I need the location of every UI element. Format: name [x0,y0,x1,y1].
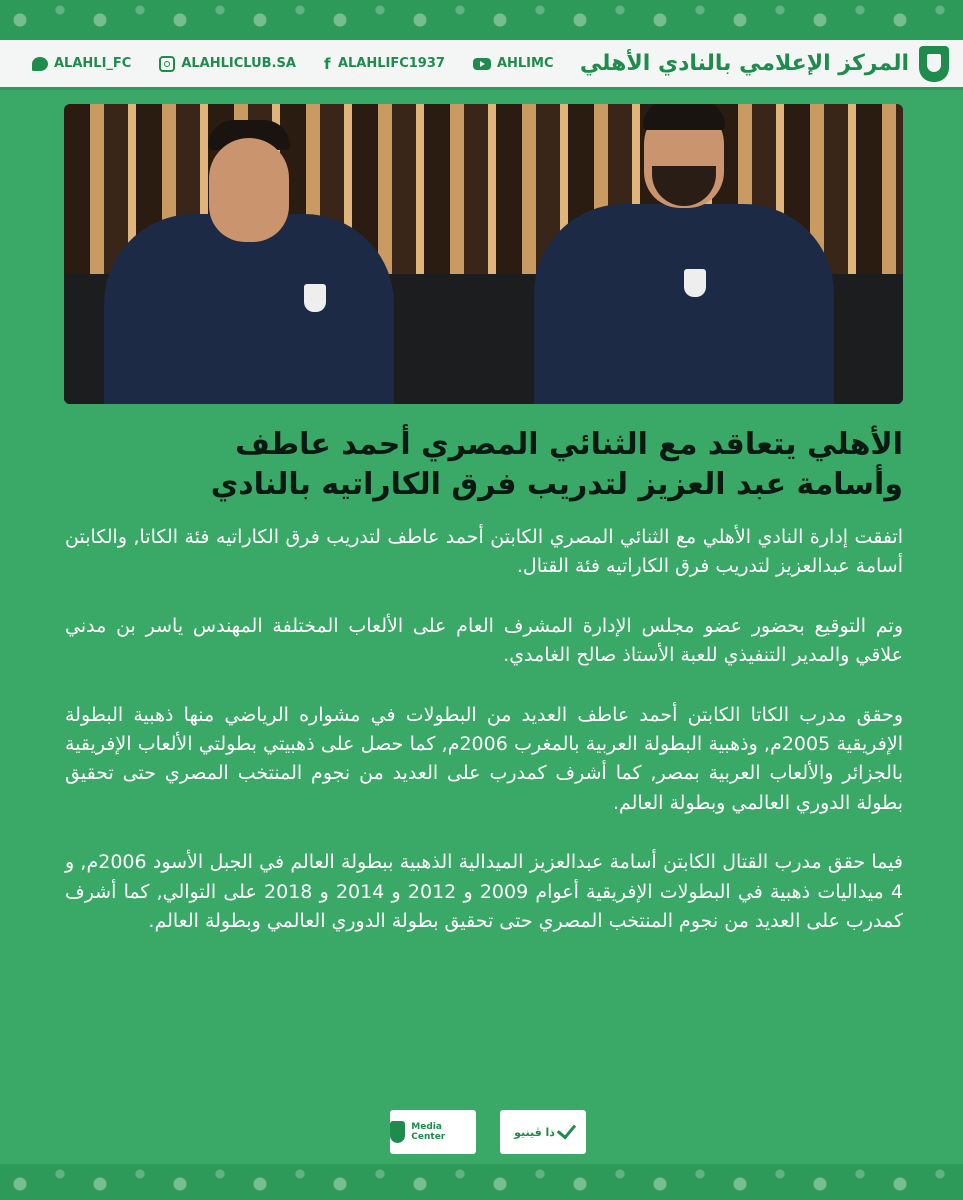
person-left [104,124,394,404]
paragraph: وحقق مدرب الكاتا الكابتن أحمد عاطف العديد من البطولات في مشواره الرياضي منها ذهبية البطولة الإفريقية 2005م, وذهبية البطولة العربية بالمغرب 2006م, كما حصل على ذهبيتي بطولتي الألعاب الإفريقية بالجزائر والألعاب العربية بمصر, كما أشرف كمدرب على العديد من نجوم المنتخب المصري حتى تحقيق بطولة الدوري العالمي وبطولة العالم. [65,703,903,814]
media-center-logo [390,1110,476,1154]
footer-logos [390,1110,586,1154]
paragraph: وتم التوقيع بحضور عضو مجلس الإدارة المشرف العام على الألعاب المختلفة المهندس ياسر بن مدني علاقي والمدير التنفيذي للعبة الأستاذ صالح الغامدي. [65,614,903,667]
social-handle: AHLIMC [496,56,554,71]
headline-line-1: الأهلي يتعاقد مع الثنائي المصري أحمد عاطف [235,427,903,462]
social-handle: ALAHLI_FC [54,56,132,71]
header-bar [0,40,963,90]
facebook-icon: f [323,54,331,73]
headline [63,425,903,505]
checkmark-icon [557,1119,576,1139]
article-body [65,523,903,966]
brand-title: المركز الإعلامي بالنادي الأهلي [579,51,909,76]
paragraph: فيما حقق مدرب القتال الكابتن أسامة عبدالعزيز الميدالية الذهبية ببطولة العالم في الجبل الأسود 2006م, و 4 ميداليات ذهبية في البطولات الإفريقية أعوام 2009 و 2012 و 2014 و 2018 على التوالي, كما أشرف كمدرب على العديد من نجوم المنتخب المصري حتى تحقيق بطولة الدوري العالمي وبطولة العالم. [65,851,903,933]
social-link-twitter[interactable] [32,56,131,71]
club-crest-icon [919,46,949,82]
club-crest-icon [390,1121,405,1143]
person-right [534,104,834,404]
twitter-icon [32,57,48,71]
paragraph: اتفقت إدارة النادي الأهلي مع الثنائي المصري الكابتن أحمد عاطف لتدريب فرق الكاراتيه فئة الكاتا, والكابتن أسامة عبدالعزيز لتدريب فرق الكاراتيه فئة القتال. [65,526,903,578]
bottom-decorative-band [0,1164,963,1200]
social-link-youtube[interactable] [473,56,554,71]
brand [580,46,949,82]
social-links [32,56,554,72]
instagram-icon [159,56,175,72]
social-link-facebook[interactable] [324,56,445,71]
youtube-icon [473,58,491,70]
the-venue-logo [500,1110,586,1154]
top-decorative-band [0,0,963,40]
hero-photo [64,104,903,404]
social-handle: ALAHLICLUB.SA [181,56,296,71]
headline-line-2: وأسامة عبد العزيز لتدريب فرق الكاراتيه بالنادي [210,467,903,502]
social-link-instagram[interactable] [159,56,296,72]
the-venue-label: ذا ڤينيو [514,1125,555,1139]
media-center-label: Media Center [411,1122,446,1142]
social-handle: ALAHLIFC1937 [337,56,445,71]
